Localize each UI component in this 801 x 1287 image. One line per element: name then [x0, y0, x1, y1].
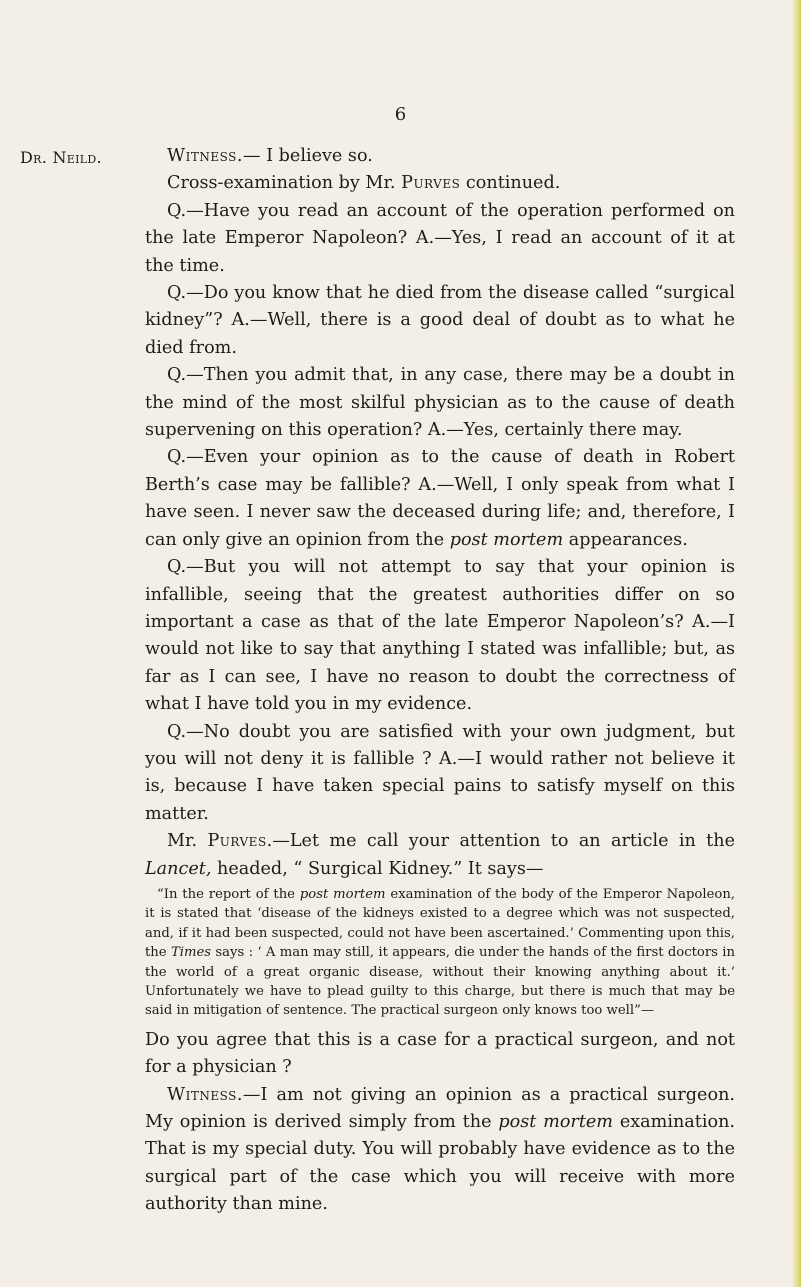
text-run: continued.: [460, 173, 561, 194]
paragraph: [145, 1082, 735, 1219]
paragraph: [145, 719, 735, 829]
text-run: Times: [170, 945, 212, 961]
body-text: [145, 143, 735, 1219]
paragraph: [145, 1027, 735, 1082]
text-run: examination. That is my special duty. You will probably have evidence as to the surgical part of the case which you will receive with more authority than mine.: [145, 1112, 736, 1215]
quoted-article: [145, 885, 735, 1021]
margin-speaker-note: Dr. Neild.: [20, 148, 102, 167]
text-run: Q.—Even your opinion as to the cause of death in Robert Berth’s case may be fallible? A.—Well, I only speak from what I have seen. I never saw the deceased during life; and, therefore, I can only give an opinion from the: [145, 447, 735, 550]
text-run: Cross-examination by Mr.: [167, 173, 402, 194]
text-run: post mortem: [449, 529, 564, 550]
paragraph: [145, 554, 735, 718]
page-edge-stain: [791, 0, 801, 1287]
text-run: Q.—Do you know that he died from the disease called “surgical kidney”? A.—Well, there is a good deal of doubt as to what he died from.: [145, 283, 735, 358]
text-run: post mortem: [299, 886, 386, 902]
text-run: Witness.: [167, 1084, 243, 1105]
text-run: Q.—No doubt you are satisfied with your own judgment, but you will not deny it is fallible ? A.—I would rather not believe it is, because I have taken special pains to satisfy myself on this matter.: [145, 721, 735, 824]
paragraph: [145, 828, 735, 883]
paragraph: [145, 362, 735, 444]
text-run: appearances.: [563, 529, 688, 550]
text-run: Purves: [207, 831, 267, 852]
text-run: “In the report of the: [157, 886, 300, 902]
text-run: Do you agree that this is a case for a practical surgeon, and not for a physician ?: [145, 1029, 735, 1078]
text-run: says : ‘ A man may still, it appears, die under the hands of the first doctors in the world of a great organic disease, without their knowing anything about it.’ Unfortunately we have to plead guilty to this charge, but there is much that may be said in mitigation of sentence. The practical surgeon only knows too well”—: [145, 945, 735, 1019]
text-run: Witness.: [167, 146, 243, 166]
text-run: Lancet,: [145, 858, 212, 879]
paragraph: [145, 170, 735, 197]
text-run: Mr.: [167, 831, 208, 852]
text-run: Q.—Have you read an account of the operation performed on the late Emperor Napoleon? A.—Yes, I read an account of it at the time.: [145, 200, 735, 276]
text-run: —I am not giving an opinion as a practical surgeon. My opinion is derived simply from the: [145, 1084, 735, 1133]
text-run: Q.—But you will not attempt to say that your opinion is infallible, seeing that the greatest authorities differ on so important a case as that of the late Emperor Napoleon’s? A.—I would not like to say that anything I stated was infallible; but, as far as I can see, I have no reason to doubt the correctness of what I have told you in my evidence.: [145, 557, 735, 715]
paragraph: [145, 280, 735, 362]
paragraph: [145, 198, 735, 280]
page-number: 6: [394, 104, 407, 125]
paragraph: [145, 143, 735, 170]
text-run: Q.—Then you admit that, in any case, there may be a doubt in the mind of the most skilful physician as to the cause of death supervening on this operation? A.—Yes, certainly there may.: [145, 365, 735, 441]
text-run: post mortem: [498, 1112, 613, 1133]
text-run: .—Let me call your attention to an article in the: [266, 831, 735, 852]
text-run: — I believe so.: [242, 146, 373, 166]
text-run: examination of the body of the Emperor Napoleon, it is stated that ‘disease of the kidneys existed to a degree which was not suspected, and, if it had been suspected, could not have been ascertained.’ Commenting upon this, the: [145, 886, 736, 961]
text-run: Purves: [401, 173, 461, 194]
text-run: headed, “ Surgical Kidney.” It says—: [211, 858, 544, 879]
paragraph: [145, 444, 735, 554]
